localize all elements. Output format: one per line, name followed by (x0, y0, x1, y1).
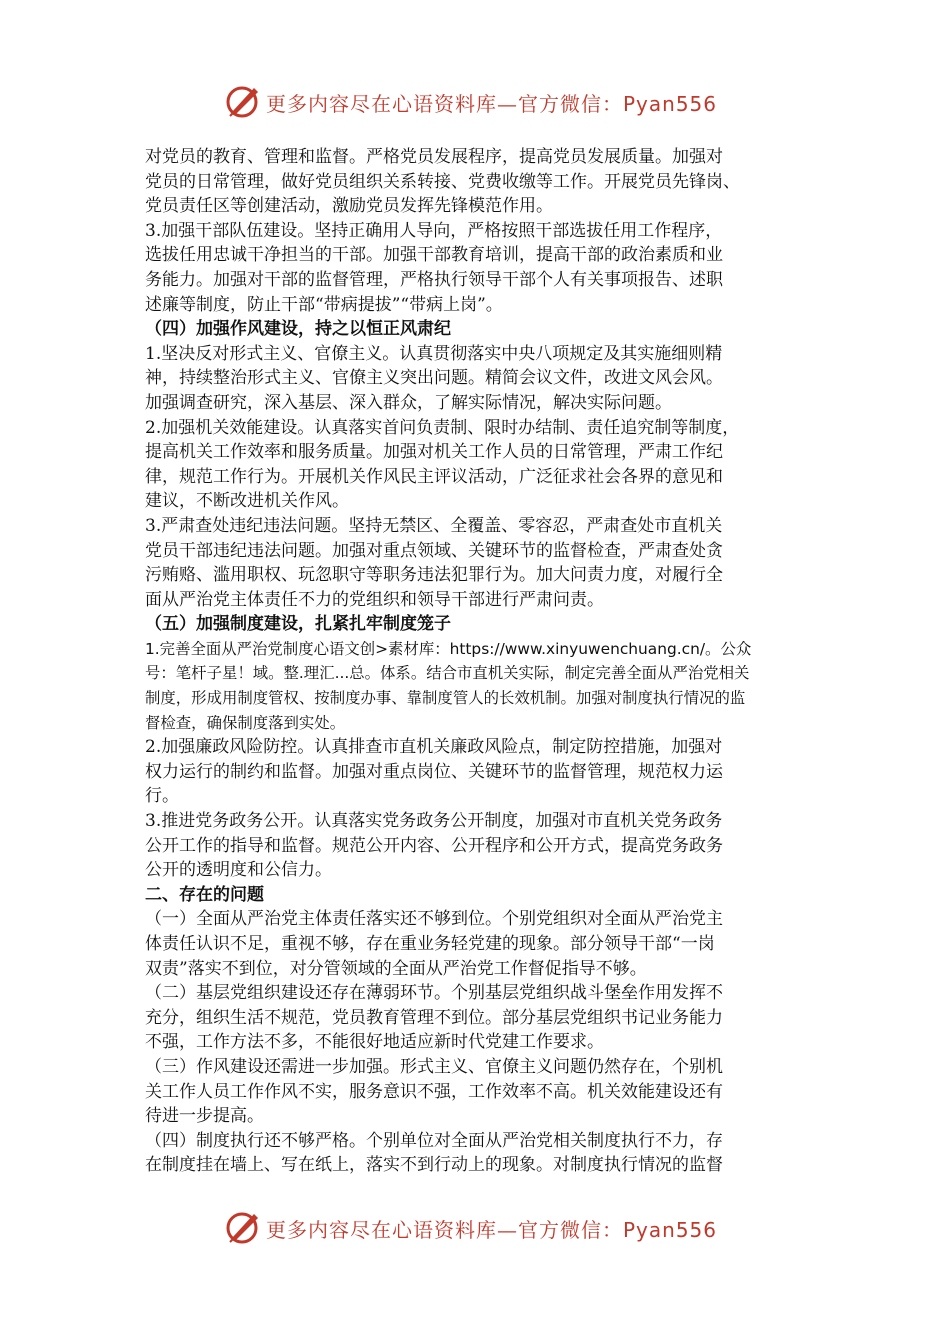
text-line: 公开工作的指导和监督。规范公开内容、公开程序和公开方式，提高党务政务 (145, 835, 723, 856)
text-line: 神，持续整治形式主义、官僚主义突出问题。精简会议文件，改进文风会风。 (145, 368, 723, 389)
text-line: 建议，不断改进机关作风。 (145, 491, 349, 512)
section-heading: （四）加强作风建设，持之以恒正风肃纪 (145, 319, 451, 340)
text-line: 号：笔杆子星！域。整.理汇...总。体系。结合市直机关实际，制定完善全面从严治党相关 (145, 664, 750, 683)
text-line: 1.坚决反对形式主义、官僚主义。认真贯彻落实中央八项规定及其实施细则精 (145, 343, 723, 364)
header-banner (224, 82, 717, 122)
text-line: （二）基层党组织建设还存在薄弱环节。个别基层党组织战斗堡垒作用发挥不 (145, 983, 723, 1004)
text-line: 对党员的教育、管理和监督。严格党员发展程序，提高党员发展质量。加强对 (145, 147, 723, 167)
text-line: 面从严治党主体责任不力的党组织和领导干部进行严肃问责。 (145, 589, 604, 610)
section-heading: （五）加强制度建设，扎紧扎牢制度笼子 (145, 614, 451, 635)
text-line: 党员干部违纪违法问题。加强对重点领域、关键环节的监督检查，严肃查处贪 (145, 540, 723, 561)
text-line: 体责任认识不足，重视不够，存在重业务轻党建的现象。部分领导干部“一岗 (145, 934, 715, 954)
text-line: 制度，形成用制度管权、按制度办事、靠制度管人的长效机制。加强对制度执行情况的监 (145, 689, 746, 708)
text-line: （一）全面从严治党主体责任落实还不够到位。个别党组织对全面从严治党主 (145, 909, 723, 930)
text-line: 充分，组织生活不规范，党员教育管理不到位。部分基层党组织书记业务能力 (145, 1007, 723, 1028)
text-line: 提高机关工作效率和服务质量。加强对机关工作人员的日常管理，严肃工作纪 (145, 442, 723, 463)
text-line: 双责”落实不到位，对分管领域的全面从严治党工作督促指导不够。 (145, 958, 647, 979)
text-line: 3.严肃查处违纪违法问题。坚持无禁区、全覆盖、零容忍，严肃查处市直机关 (145, 515, 723, 536)
text-line: 3.加强干部队伍建设。坚持正确用人导向，严格按照干部选拔任用工作程序， (145, 220, 723, 241)
text-line: 3.推进党务政务公开。认真落实党务政务公开制度，加强对市直机关党务政务 (145, 811, 723, 832)
text-line: 公开的透明度和公信力。 (145, 860, 332, 881)
text-line: 2.加强廉政风险防控。认真排查市直机关廉政风险点，制定防控措施，加强对 (145, 737, 723, 758)
quill-logo-icon (224, 1208, 264, 1248)
text-line: 督检查，确保制度落到实处。 (145, 713, 346, 732)
text-line: 加强调查研究，深入基层、深入群众，了解实际情况，解决实际问题。 (145, 392, 672, 413)
text-line: （四）制度执行还不够严格。个别单位对全面从严治党相关制度执行不力，存 (145, 1130, 723, 1151)
section-heading: 二、存在的问题 (145, 884, 264, 905)
header-banner-text: 更多内容尽在心语资料库—官方微信：Pyan556 (266, 91, 718, 116)
text-line: 行。 (145, 786, 179, 807)
text-line: 待进一步提高。 (145, 1106, 264, 1127)
footer-banner (224, 1208, 717, 1248)
footer-banner-text: 更多内容尽在心语资料库—官方微信：Pyan556 (266, 1217, 718, 1242)
quill-logo-icon (224, 82, 264, 122)
text-line: 关工作人员工作作风不实，服务意识不强，工作效率不高。机关效能建设还有 (145, 1081, 723, 1102)
text-line: 污贿赂、滥用职权、玩忽职守等职务违法犯罪行为。加大问责力度，对履行全 (145, 565, 723, 586)
text-line: 党员的日常管理，做好党员组织关系转接、党费收缴等工作。开展党员先锋岗、 (145, 171, 740, 192)
text-line: 律，规范工作行为。开展机关作风民主评议活动，广泛征求社会各界的意见和 (145, 466, 723, 487)
text-line: 1.完善全面从严治党制度心语文创>素材库：https://www.xinyuwenchuang.cn/。公众 (145, 639, 752, 658)
text-line: 党员责任区等创建活动，激励党员发挥先锋模范作用。 (145, 196, 553, 217)
text-line: 在制度挂在墙上、写在纸上，落实不到行动上的现象。对制度执行情况的监督 (145, 1155, 723, 1176)
text-line: 务能力。加强对干部的监督管理，严格执行领导干部个人有关事项报告、述职 (145, 269, 723, 290)
text-line: 权力运行的制约和监督。加强对重点岗位、关键环节的监督管理，规范权力运 (145, 761, 723, 782)
text-line: （三）作风建设还需进一步加强。形式主义、官僚主义问题仍然存在，个别机 (145, 1056, 723, 1077)
text-line: 不强，工作方法不多，不能很好地适应新时代党建工作要求。 (145, 1032, 604, 1053)
text-line: 选拔任用忠诚干净担当的干部。加强干部教育培训，提高干部的政治素质和业 (145, 245, 723, 266)
text-line: 述廉等制度，防止干部“带病提拔”“带病上岗”。 (145, 294, 503, 315)
document-body (145, 145, 810, 1178)
text-line: 2.加强机关效能建设。认真落实首问负责制、限时办结制、责任追究制等制度， (145, 417, 740, 438)
